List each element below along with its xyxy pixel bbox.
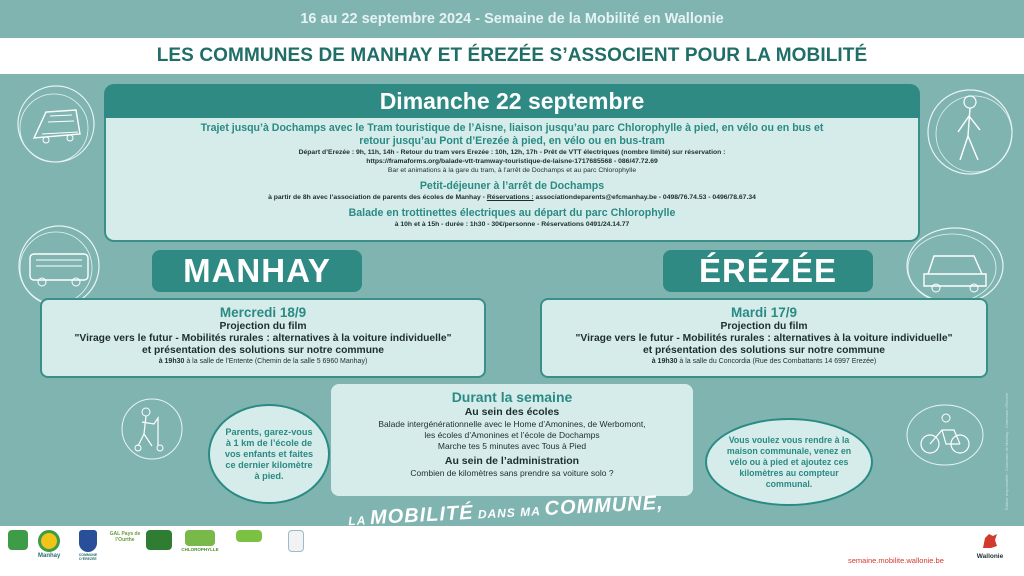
erezee-event (540, 298, 988, 378)
tram-detail-1: Départ d’Erezée : 9h, 11h, 14h - Retour du tram vers Erezée : 10h, 12h, 17h - Prêt de VTT électriques (nombre limité) sur réservation : (298, 149, 726, 156)
wallonie-logo: Wallonie (968, 530, 1012, 560)
train-doodle-icon (6, 76, 106, 176)
scooter-detail: à 10h et à 15h - durée : 1h30 - 30€/personne - Réservations 0491/24.14.77 (394, 221, 630, 228)
manhay-line2: "Virage vers le futur - Mobilités rurales : alternatives à la voiture individuelle" (74, 333, 452, 344)
rooster-icon (979, 530, 1001, 552)
walker-doodle-icon (920, 80, 1020, 184)
erezee-logo: COMMUNE D’ÉREZÉE (74, 530, 102, 561)
erezee-date: Mardi 17/9 (730, 305, 798, 320)
week-program (331, 384, 693, 496)
erezee-line2: "Virage vers le futur - Mobilités rurales : alternatives à la voiture individuelle" (575, 333, 953, 344)
manhay-banner: MANHAY (152, 250, 362, 292)
breakfast-detail: à partir de 8h avec l’association de parents des écoles de Manhay - Réservations : associationdeparents@efcmanhay.be - 0498/76.74.53 - 0496/78.67.34 (268, 194, 756, 201)
admin-line1: Combien de kilomètres sans prendre sa voiture solo ? (410, 468, 614, 478)
manhay-line3: et présentation des solutions sur notre commune (141, 345, 385, 356)
tram-title-2: retour jusqu’au Pont d’Erezée à pied, en vélo ou en bus-tram (359, 135, 665, 147)
erezee-venue: à 19h30 à la salle du Concordia (Rue des Combattants 14 6997 Erezée) (651, 358, 877, 365)
scooter-doodle-icon (112, 394, 192, 464)
erezee-line3: et présentation des solutions sur notre commune (642, 345, 886, 356)
slogan-line1: LA MOBILITÉ DANS MA COMMUNE, (347, 491, 665, 530)
partner-logo (146, 530, 172, 550)
breakfast-title: Petit-déjeuner à l’arrêt de Dochamps (419, 180, 605, 192)
chlorophylle-logo: CHLOROPHYLLE (178, 530, 222, 552)
slogan (330, 492, 710, 576)
tram-detail-2: https://framaforms.org/balade-vtt-tramway-touristique-de-laisne-1717685568 - 086/47.72.69 (366, 158, 658, 165)
bicycle-doodle-icon (900, 400, 990, 470)
manhay-event (40, 298, 486, 378)
gal-logo: GAL Pays de l’Ourthe (109, 531, 141, 543)
erezee-banner: ÉRÉZÉE (663, 250, 873, 292)
parents-bubble: Parents, garez-vous à 1 km de l’école de vos enfants et faites ce dernier kilomètre à pied. (208, 404, 330, 504)
manhay-logo (8, 530, 28, 557)
scooter-title: Balade en trottinettes électriques au départ du parc Chlorophylle (348, 207, 676, 219)
manhay-commune-logo: Manhay (38, 530, 60, 559)
tram-title-1: Trajet jusqu’à Dochamps avec le Tram touristique de l’Aisne, liaison jusqu’au parc Chlorophylle à pied, en vélo ou en bus et (200, 122, 824, 134)
schools-line3: Marche tes 5 minutes avec Tous à Pied (437, 441, 587, 451)
schools-title: Au sein des écoles (464, 406, 560, 418)
manhay-line1: Projection du film (219, 321, 307, 332)
green-partner-logo (236, 530, 262, 542)
erezee-line1: Projection du film (720, 321, 808, 332)
schools-line2: les écoles d’Amonines et l’école de Dochamps (424, 430, 600, 440)
climate-partner-logo (288, 530, 304, 552)
manhay-date: Mercredi 18/9 (219, 305, 307, 320)
vertical-credits: Éditeur responsable : Commune de Manhay - Commune d’Erezée (1004, 392, 1009, 510)
schools-line1: Balade intergénérationnelle avec le Home d’Amonines, de Werbomont, (378, 419, 646, 429)
town-hall-bubble: Vous voulez vous rendre à la maison communale, venez en vélo ou à pied et ajoutez ces kilomètres au compteur communal. (705, 418, 873, 506)
admin-title: Au sein de l’administration (444, 455, 580, 467)
week-dates-band: 16 au 22 septembre 2024 - Semaine de la Mobilité en Wallonie (0, 0, 1024, 38)
slogan-line2: ÇA ME TRANSPORTE (348, 538, 633, 573)
manhay-venue: à 19h30 à la salle de l’Entente (Chemin de la salle 5 6960 Manhay) (158, 358, 368, 365)
footer-url[interactable]: semaine.mobilite.wallonie.be (848, 556, 944, 565)
sunday-program (104, 118, 920, 242)
sunday-header: Dimanche 22 septembre (104, 84, 920, 118)
week-title: Durant la semaine (451, 389, 573, 405)
tram-detail-3: Bar et animations à la gare du tram, à l’arrêt de Dochamps et au parc Chlorophylle (387, 167, 637, 174)
page-title: LES COMMUNES DE MANHAY ET ÉREZÉE S’ASSOCIENT POUR LA MOBILITÉ (0, 38, 1024, 74)
